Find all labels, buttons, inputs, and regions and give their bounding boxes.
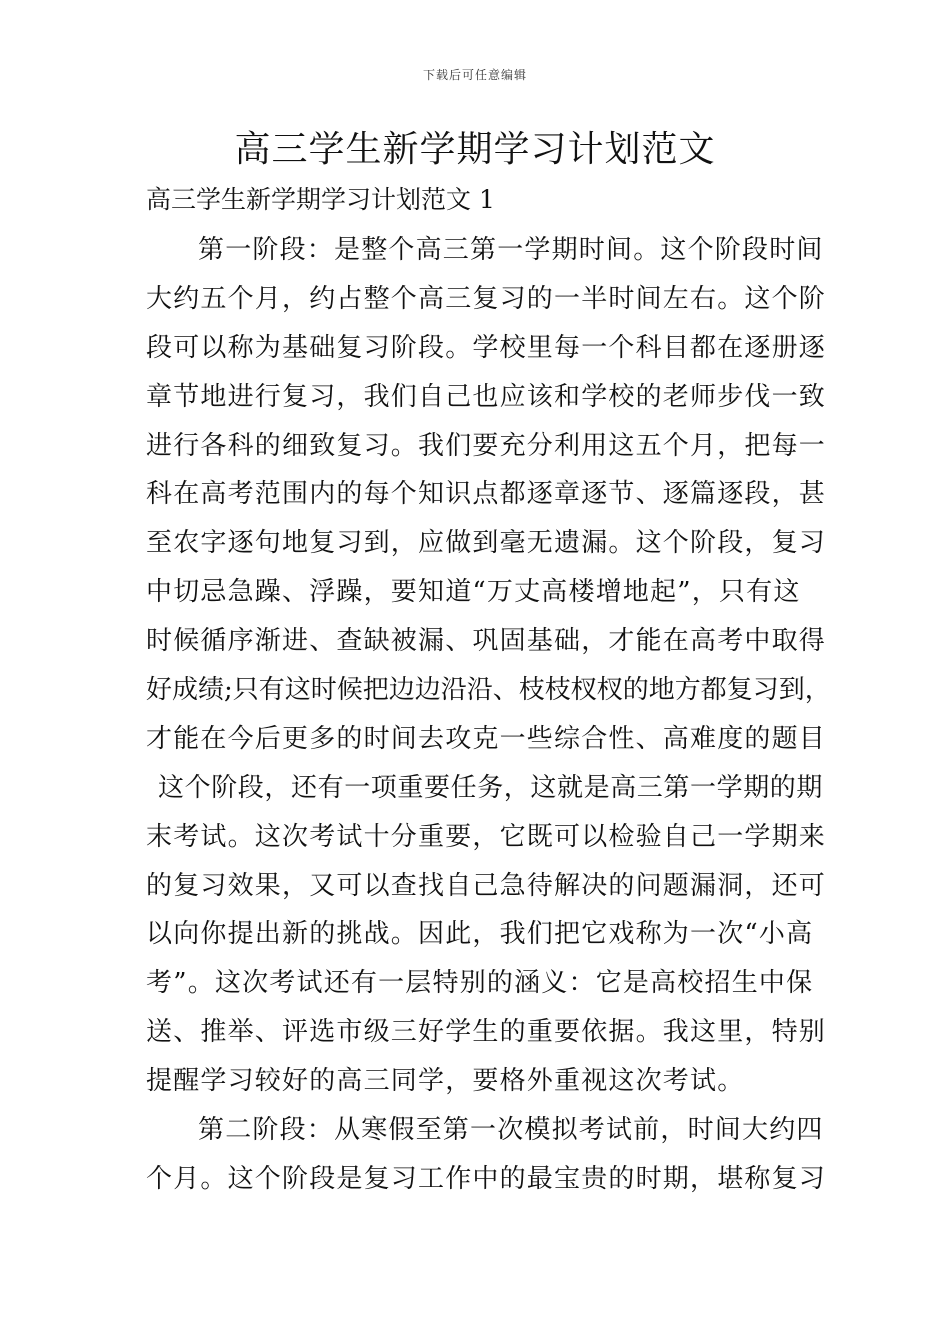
body-line: 末考试。这次考试十分重要，它既可以检验自己一学期来 [146,821,827,852]
body-line: 的复习效果，又可以查找自己急待解决的问题漏洞，还可 [146,870,827,901]
header-note: 下载后可任意编辑 [422,68,527,82]
body-line: 第一阶段：是整个高三第一学期时间。这个阶段时间 [198,235,824,265]
body-line: 个月。这个阶段是复习工作中的最宝贵的时期，堪称复习 [146,1163,827,1194]
body-line: 时候循序渐进、查缺被漏、巩固基础，才能在高考中取得 [146,626,827,657]
body-line: 以向你提出新的挑战。因此，我们把它戏称为一次“小高 [146,919,814,950]
body-line: 第二阶段：从寒假至第一次模拟考试前，时间大约四 [198,1115,824,1146]
body-line: 科在高考范围内的每个知识点都逐章逐节、逐篇逐段，甚 [146,479,827,510]
body-line: 提醒学习较好的高三同学，要格外重视这次考试。 [146,1066,745,1097]
body-line: 中切忌急躁、浮躁，要知道“万丈高楼增地起”，只有这 [146,577,801,608]
body-line: 这个阶段，还有一项重要任务，这就是高三第一学期的期 [158,772,824,803]
body-line: 进行各科的细致复习。我们要充分利用这五个月，把每一 [146,430,827,461]
body-line: 考”。这次考试还有一层特别的涵义：它是高校招生中保 [146,968,814,999]
body-line: 大约五个月，约占整个高三复习的一半时间左右。这个阶 [146,283,827,314]
body-line: 章节地进行复习，我们自己也应该和学校的老师步伐一致 [146,381,827,412]
body-line: 至农字逐句地复习到，应做到毫无遗漏。这个阶段，复习 [146,528,827,559]
document-body [146,226,831,1204]
body-line: 段可以称为基础复习阶段。学校里每一个科目都在逐册逐 [146,332,827,363]
document-title: 高三学生新学期学习计划范文 [234,129,716,170]
body-line: 送、推举、评选市级三好学生的重要依据。我这里，特别 [146,1017,827,1048]
section-subtitle: 高三学生新学期学习计划范文 1 [146,185,495,214]
body-line: 好成绩;只有这时候把边边沿沿、枝枝杈杈的地方都复习到， [146,675,831,706]
body-line: 才能在今后更多的时间去攻克一些综合性、高难度的题目 [146,723,827,754]
